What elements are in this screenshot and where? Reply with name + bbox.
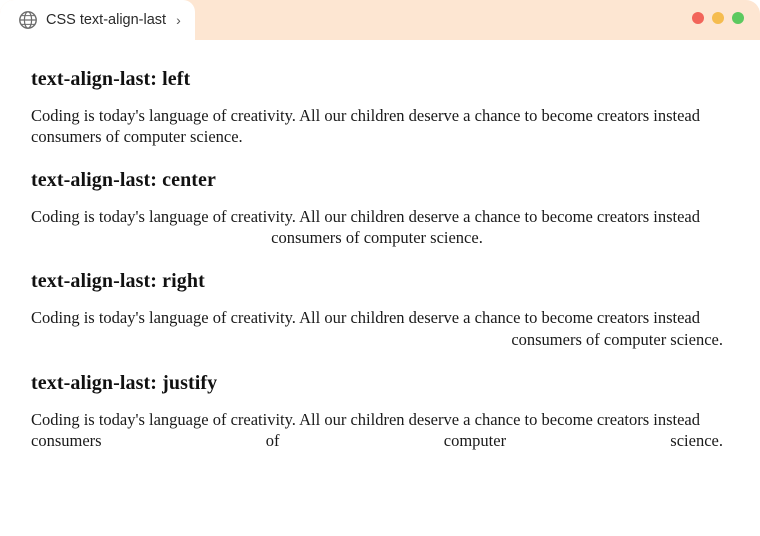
section-text-align-last-right xyxy=(31,270,730,349)
window-controls xyxy=(692,12,744,24)
section-text-align-last-center xyxy=(31,169,730,248)
chevron-right-icon[interactable]: › xyxy=(176,12,181,28)
globe-icon xyxy=(18,10,38,30)
tab-title: CSS text-align-last xyxy=(46,12,167,28)
section-text-align-last-left xyxy=(31,68,730,147)
sample-paragraph-right: Coding is today's language of creativity. All our children deserve a chance to become creators instead consumers of computer science. xyxy=(31,308,723,349)
page-content xyxy=(0,40,760,451)
sample-paragraph-justify: Coding is today's language of creativity. All our children deserve a chance to become creators instead consumers of computer science. xyxy=(31,409,723,450)
section-text-align-last-justify xyxy=(31,372,730,451)
close-button[interactable] xyxy=(692,12,704,24)
section-heading: text-align-last: left xyxy=(31,68,191,90)
section-heading: text-align-last: justify xyxy=(31,371,218,394)
section-heading: text-align-last: center xyxy=(31,169,217,192)
maximize-button[interactable] xyxy=(732,12,744,24)
minimize-button[interactable] xyxy=(712,12,724,24)
sample-paragraph-center: Coding is today's language of creativity. All our children deserve a chance to become creators instead consumers of computer science. xyxy=(31,207,700,248)
title-bar xyxy=(0,0,760,40)
section-heading: text-align-last: right xyxy=(31,270,205,293)
browser-tab[interactable] xyxy=(0,0,195,40)
sample-paragraph-left: Coding is today's language of creativity. All our children deserve a chance to become creators instead consumers of computer science. xyxy=(31,106,700,147)
